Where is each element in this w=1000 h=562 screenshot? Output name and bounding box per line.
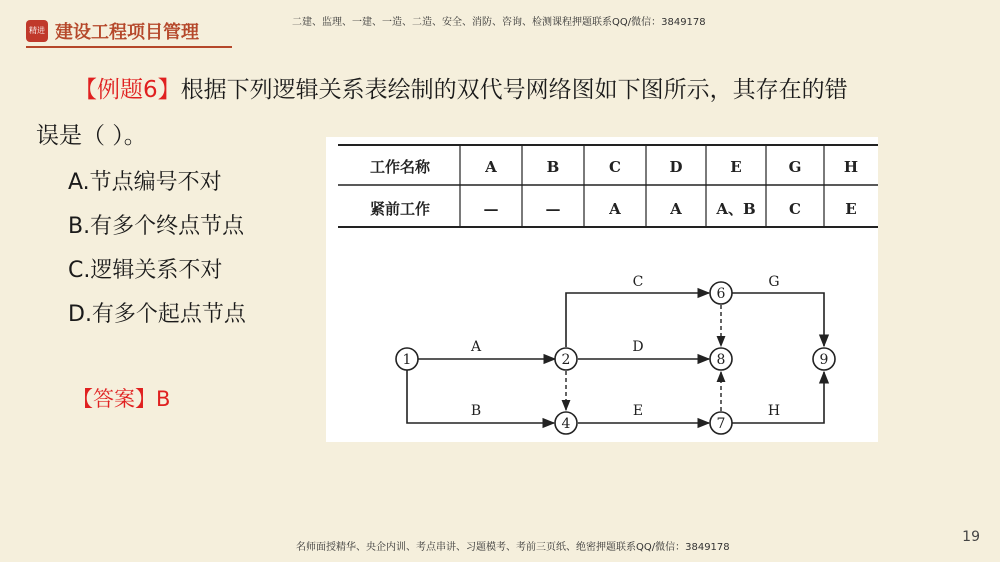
answer-text: 【答案】B (72, 387, 171, 411)
activity-label: B (470, 403, 482, 419)
option-b: B.有多个终点节点 (68, 214, 245, 239)
table-pred: C (789, 200, 801, 218)
table-pred: A (609, 200, 621, 218)
figure-svg (326, 137, 878, 442)
option-c: C.逻辑关系不对 (68, 258, 223, 283)
activity-label: E (632, 403, 644, 419)
brand-logo: 精进 (26, 20, 48, 42)
node-label: 7 (716, 416, 726, 432)
table-work: D (669, 158, 683, 176)
node-label: 2 (561, 352, 571, 368)
node-label: 9 (819, 352, 829, 368)
footer-contact-note: 名师面授精华、央企内训、考点串讲、习题模考、考前三页纸、绝密押题联系QQ/微信：3849178 (296, 542, 730, 553)
table-work: C (609, 158, 621, 176)
node-label: 8 (716, 352, 726, 368)
table-row-header-work: 工作名称 (369, 158, 431, 176)
activity-label: H (767, 403, 781, 419)
dummy-arrows (566, 305, 721, 411)
table-pred: — (483, 200, 499, 218)
question-tag: 【例题6】 (74, 77, 181, 103)
page-number: 19 (962, 529, 980, 545)
activity-label: C (632, 274, 644, 290)
question-figure (326, 137, 878, 442)
activity-label: G (768, 274, 780, 290)
header-contact-note: 二建、监理、一建、一造、二造、安全、消防、咨询、检测课程押题联系QQ/微信：3849178 (292, 17, 706, 28)
option-d: D.有多个起点节点 (68, 302, 246, 327)
node-label: 1 (402, 352, 412, 368)
activity-label: A (470, 339, 482, 355)
network-arrows (407, 293, 824, 423)
course-title: 建设工程项目管理 (55, 22, 199, 43)
question-line-1 (74, 71, 848, 104)
table-pred: A、B (716, 200, 756, 218)
title-underline (26, 46, 232, 48)
node-label: 6 (716, 286, 726, 302)
activity-label: D (632, 339, 644, 355)
question-text-1: 根据下列逻辑关系表绘制的双代号网络图如下图所示，其存在的错 (180, 77, 848, 103)
question-line-2: 误是（ ）。 (36, 123, 147, 149)
node-label: 4 (561, 416, 571, 432)
table-row-header-pred: 紧前工作 (369, 200, 431, 218)
table-work: H (843, 158, 859, 176)
table-work: A (485, 158, 497, 176)
table-work: B (546, 158, 560, 176)
table-pred: — (545, 200, 561, 218)
table-work: E (730, 158, 742, 176)
table-work: G (788, 158, 802, 176)
table-pred: E (845, 200, 857, 218)
table-pred: A (670, 200, 682, 218)
option-a: A.节点编号不对 (68, 170, 222, 195)
arrow-g (732, 293, 824, 346)
